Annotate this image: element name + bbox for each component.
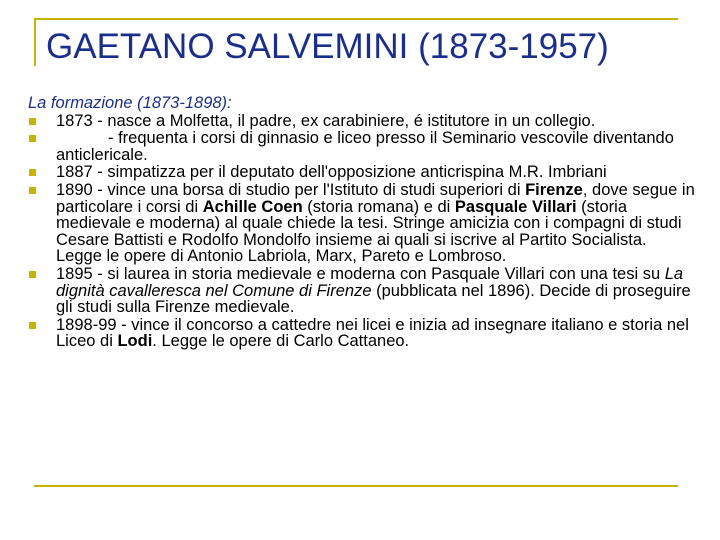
frame-bottom-line xyxy=(34,485,678,487)
square-bullet-icon xyxy=(29,271,36,278)
square-bullet-icon xyxy=(29,187,36,194)
slide-content xyxy=(28,95,696,351)
list-item xyxy=(28,130,696,163)
bullet-list xyxy=(28,113,696,350)
bold-city: Firenze xyxy=(525,180,583,199)
frame-left-line xyxy=(34,18,36,66)
bold-professor: Achille Coen xyxy=(202,197,303,216)
list-item xyxy=(28,164,696,181)
square-bullet-icon xyxy=(29,169,36,176)
bold-professor: Pasquale Villari xyxy=(454,197,577,216)
list-item xyxy=(28,317,696,350)
frame-top-line xyxy=(34,18,678,20)
bullet-text: - frequenta i corsi di ginnasio e liceo presso il Seminario vescovile diventando anticlericale. xyxy=(56,129,674,164)
list-item xyxy=(28,182,696,265)
bold-city: Lodi xyxy=(117,332,153,351)
bullet-text-part: . Legge le opere di Carlo Cattaneo. xyxy=(152,332,410,351)
bullet-text-part: (storia romana) e di xyxy=(302,197,455,216)
bullet-text-part: (storia medievale e moderna) al quale chiede la tesi. Stringe amicizia con i compagni di studi Cesare Battisti e Rodolfo Mondolfo insieme ai quali si iscrive al Partito Socialista. Legge le opere di Antonio Labriola, Marx, Pareto e Lombroso. xyxy=(56,197,682,266)
square-bullet-icon xyxy=(29,135,36,142)
list-item xyxy=(28,266,696,316)
bullet-text-part: 1898-99 - vince il concorso a cattedre nei licei e inizia ad insegnare italiano e storia nel Liceo di xyxy=(56,315,689,351)
list-item xyxy=(28,113,696,130)
bullet-text: 1873 - nasce a Molfetta, il padre, ex carabiniere, é istitutore in un collegio. xyxy=(56,111,596,130)
square-bullet-icon xyxy=(29,118,36,125)
bullet-text-part: 1890 - vince una borsa di studio per l'Istituto di studi superiori di xyxy=(56,180,526,199)
section-heading: La formazione (1873-1898): xyxy=(28,94,232,112)
bullet-text-part: 1895 - si laurea in storia medievale e moderna con Pasquale Villari con una tesi su xyxy=(56,264,665,283)
slide-title: GAETANO SALVEMINI (1873-1957) xyxy=(46,27,609,66)
bullet-text: 1887 - simpatizza per il deputato dell'opposizione anticrispina M.R. Imbriani xyxy=(56,163,607,182)
square-bullet-icon xyxy=(29,322,36,329)
bullet-text-part: , dove segue in particolare i corsi di xyxy=(56,180,695,216)
bullet-text-part: (pubblicata nel 1896). Decide di proseguire gli studi sulla Firenze medievale. xyxy=(56,281,691,317)
italic-book-title: La dignità cavalleresca nel Comune di Firenze xyxy=(56,264,684,300)
